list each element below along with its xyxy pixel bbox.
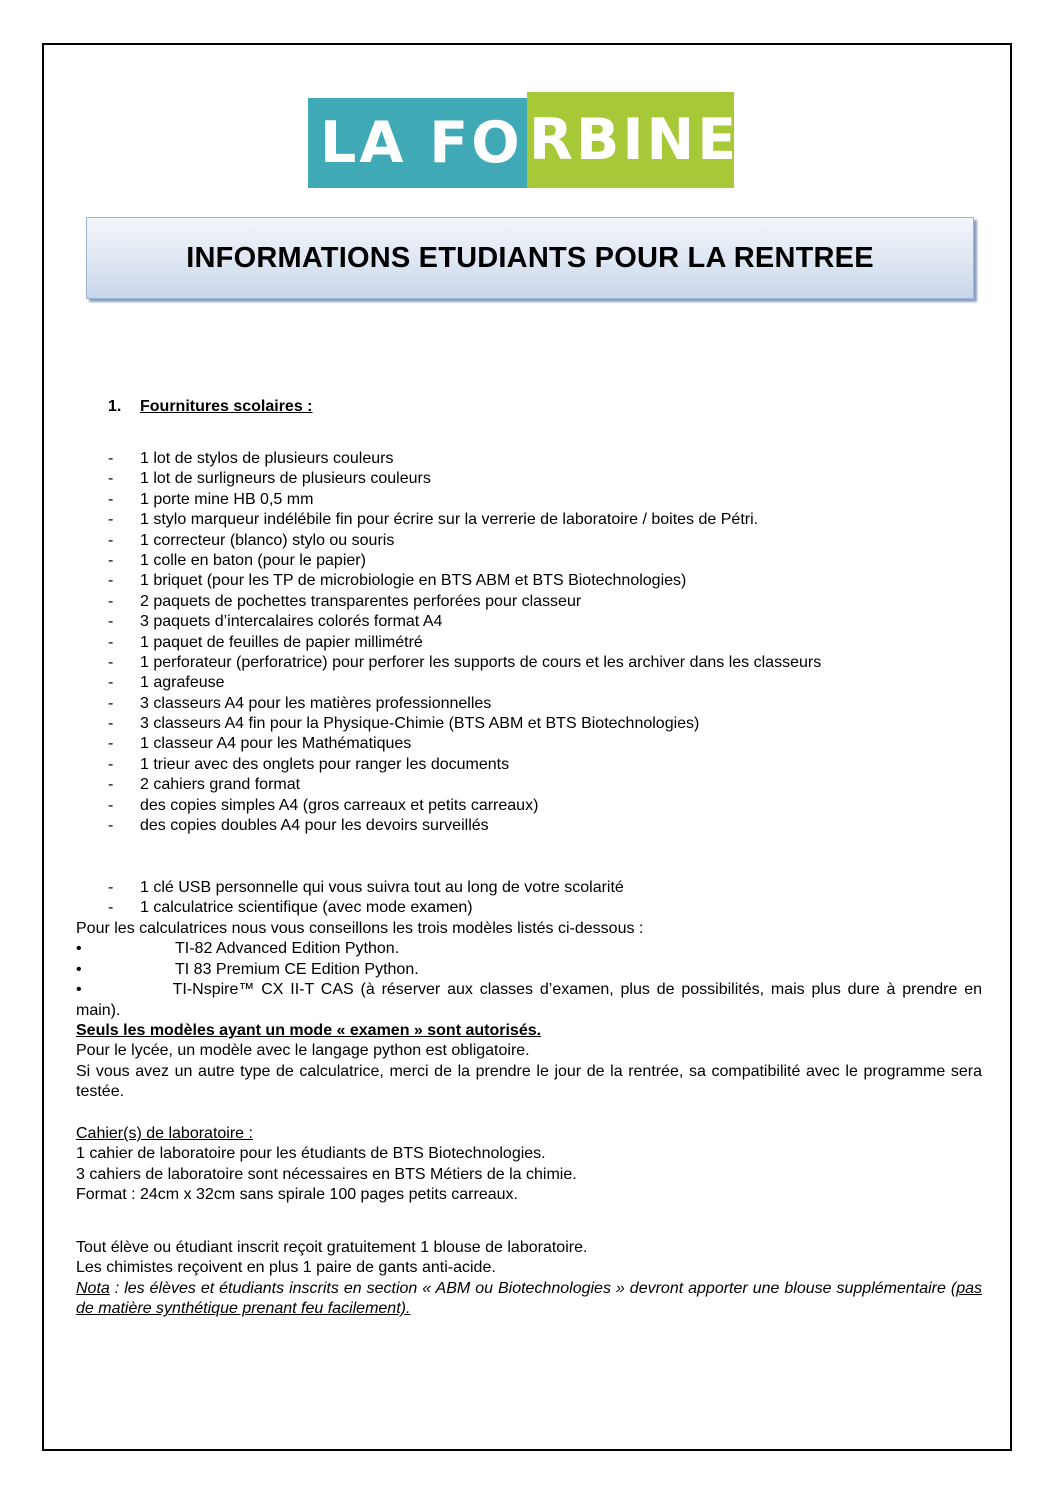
list-item: - 3 classeurs A4 pour les matières professionnelles [108, 694, 821, 714]
lab-line: 1 cahier de laboratoire pour les étudiants de BTS Biotechnologies. [76, 1145, 546, 1163]
lab-heading: Cahier(s) de laboratoire : [76, 1125, 253, 1142]
list-item: - 1 paquet de feuilles de papier millimétré [108, 633, 821, 653]
list-item: - des copies doubles A4 pour les devoirs surveillés [108, 816, 821, 836]
list-item: - 1 calculatrice scientifique (avec mode examen) [108, 898, 624, 918]
list-item: - 1 perforateur (perforatrice) pour perforer les supports de cours et les archiver dans les classeurs [108, 653, 821, 673]
nota-paragraph: Nota : les élèves et étudiants inscrits en section « ABM ou Biotechnologies » devront apporter une blouse supplémentaire (pas de matière synthétique prenant feu facilement). [76, 1279, 982, 1318]
calculator-intro: Pour les calculatrices nous vous conseillons les trois modèles listés ci-dessous : [76, 920, 644, 937]
bullet: • [76, 981, 82, 999]
bullet: • [76, 940, 82, 958]
lab-notebook-section [76, 1124, 982, 1206]
bullet: • [76, 960, 82, 978]
calculator-section [76, 919, 982, 1103]
list-item: - 3 paquets d’intercalaires colorés format A4 [108, 612, 821, 632]
section-number: 1. [108, 398, 122, 415]
section-heading [108, 398, 313, 416]
calculator-model: • TI-Nspire™ CX II-T CAS (à réserver aux classes d’examen, plus de possibilités, mais plus dure à prendre en main). [76, 981, 982, 1019]
calculator-model: • TI-82 Advanced Edition Python. [76, 939, 982, 959]
list-item: - 1 lot de stylos de plusieurs couleurs [108, 449, 821, 469]
list-item: - 1 briquet (pour les TP de microbiologie en BTS ABM et BTS Biotechnologies) [108, 571, 821, 591]
gloves-line: Les chimistes reçoivent en plus 1 paire de gants anti-acide. [76, 1259, 496, 1277]
list-item: - 1 trieur avec des onglets pour ranger les documents [108, 755, 821, 775]
list-item: - 3 classeurs A4 fin pour la Physique-Chimie (BTS ABM et BTS Biotechnologies) [108, 714, 821, 734]
lab-line: Format : 24cm x 32cm sans spirale 100 pages petits carreaux. [76, 1186, 518, 1204]
calculator-model: • TI 83 Premium CE Edition Python. [76, 960, 982, 980]
section-label: Fournitures scolaires : [140, 398, 313, 415]
list-item: - 2 cahiers grand format [108, 775, 821, 795]
list-item: - 1 clé USB personnelle qui vous suivra tout au long de votre scolarité [108, 878, 624, 898]
list-item: - 1 classeur A4 pour les Mathématiques [108, 734, 821, 754]
list-item: - 2 paquets de pochettes transparentes perforées pour classeur [108, 592, 821, 612]
exam-mode-rule: Seuls les modèles ayant un mode « examen » sont autorisés. [76, 1022, 542, 1040]
lycee-note: Pour le lycée, un modèle avec le langage python est obligatoire. [76, 1042, 530, 1060]
lab-coat-section [76, 1238, 982, 1320]
supplies-list [108, 449, 821, 836]
coat-line: Tout élève ou étudiant inscrit reçoit gratuitement 1 blouse de laboratoire. [76, 1239, 588, 1256]
supplies-list-extra [108, 878, 624, 919]
list-item: - 1 agrafeuse [108, 673, 821, 693]
page-title: INFORMATIONS ETUDIANTS POUR LA RENTREE [186, 241, 874, 274]
list-item: - 1 porte mine HB 0,5 mm [108, 490, 821, 510]
list-item: - 1 colle en baton (pour le papier) [108, 551, 821, 571]
list-item: - 1 stylo marqueur indélébile fin pour écrire sur la verrerie de laboratoire / boites de Pétri. [108, 510, 821, 530]
other-calculator-note: Si vous avez un autre type de calculatrice, merci de la prendre le jour de la rentrée, sa compatibilité avec le programme sera testée. [76, 1062, 982, 1101]
nota-label: Nota [76, 1279, 110, 1297]
logo-part-green: RBINE [527, 92, 734, 188]
list-item: - 1 correcteur (blanco) stylo ou souris [108, 531, 821, 551]
school-logo [302, 92, 740, 188]
list-item: - 1 lot de surligneurs de plusieurs couleurs [108, 469, 821, 489]
list-item: - des copies simples A4 (gros carreaux et petits carreaux) [108, 796, 821, 816]
title-banner [86, 217, 974, 299]
lab-line: 3 cahiers de laboratoire sont nécessaires en BTS Métiers de la chimie. [76, 1165, 577, 1183]
logo-part-teal: LA FO [302, 92, 527, 188]
